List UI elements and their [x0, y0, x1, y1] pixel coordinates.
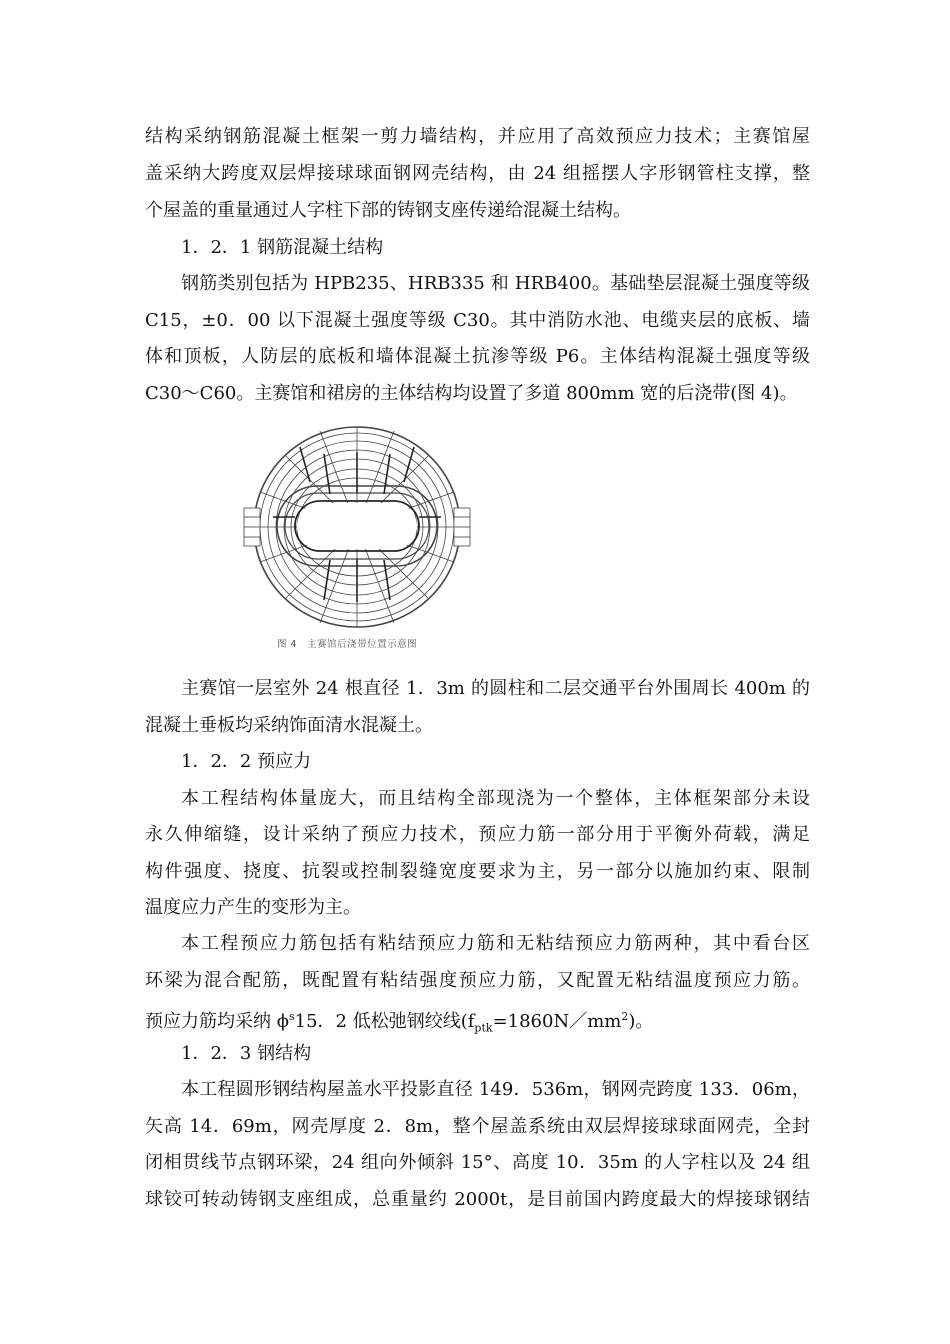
body-line: 永久伸缩缝，设计采纳了预应力技术，预应力筋一部分用于平衡外荷载，满足: [145, 824, 810, 845]
text-run: 预应力筋均采纳 ϕ: [145, 1011, 289, 1032]
body-line-prestress-strand: [145, 1005, 810, 1041]
text-run: )。: [628, 1011, 654, 1032]
body-line: 构件强度、挠度、抗裂或控制裂缝宽度要求为主，另一部分以施加约束、限制: [145, 861, 810, 882]
body-line: 体和顶板，人防层的底板和墙体混凝土抗渗等级 P6。主体结构混凝土强度等级: [145, 346, 810, 367]
body-line: 主赛馆一层室外 24 根直径 1．3m 的圆柱和二层交通平台外围周长 400m 的: [181, 678, 810, 699]
figure-caption: 图 4 主赛馆后浇带位置示意图: [277, 639, 418, 650]
section-heading-1-2-3: 1．2．3 钢结构: [181, 1043, 312, 1064]
body-line: 本工程圆形钢结构屋盖水平投影直径 149．536m，钢网壳跨度 133．06m，: [181, 1079, 810, 1100]
superscript-s: s: [289, 1010, 295, 1023]
body-line: C30～C60。主赛馆和裙房的主体结构均设置了多道 800mm 宽的后浇带(图 4)。: [145, 383, 798, 404]
body-line: 钢筋类别包括为 HPB235、HRB335 和 HRB400。基础垫层混凝土强度等级: [181, 273, 810, 294]
arena-plan-figure: [240, 422, 475, 632]
section-heading-1-2-2: 1．2．2 预应力: [181, 751, 312, 772]
body-line: 环梁为混合配筋，既配置有粘结强度预应力筋，又配置无粘结温度预应力筋。: [145, 970, 810, 991]
text-run: 15．2 低松弛钢绞线(f: [294, 1011, 475, 1032]
superscript-2: 2: [621, 1010, 629, 1023]
body-line: 本工程预应力筋包括有粘结预应力筋和无粘结预应力筋两种，其中看台区: [181, 933, 810, 954]
body-line: 个屋盖的重量通过人字柱下部的铸钢支座传递给混凝土结构。: [145, 200, 631, 221]
body-line: 矢高 14．69m，网壳厚度 2．8m，整个屋盖系统由双层焊接球球面网壳，全封: [145, 1116, 810, 1137]
body-line: 混凝土垂板均采纳饰面清水混凝土。: [145, 715, 433, 736]
text-run: =1860N／mm: [492, 1011, 622, 1032]
body-line: 闭相贯线节点钢环梁，24 组向外倾斜 15°、高度 10．35m 的人字柱以及 24 组: [145, 1152, 810, 1173]
body-line: 球铰可转动铸钢支座组成，总重量约 2000t，是目前国内跨度最大的焊接球钢结: [145, 1189, 810, 1210]
section-heading-1-2-1: 1．2．1 钢筋混凝土结构: [181, 237, 384, 258]
body-line: 本工程结构体量庞大，而且结构全部现浇为一个整体，主体框架部分未设: [181, 788, 810, 809]
body-line: 温度应力产生的变形为主。: [145, 897, 361, 918]
body-line: 结构采纳钢筋混凝土框架一剪力墙结构，并应用了高效预应力技术；主赛馆屋: [145, 126, 810, 147]
body-line: 盖采纳大跨度双层焊接球球面钢网壳结构，由 24 组摇摆人字形钢管柱支撑，整: [145, 163, 810, 184]
arena-plan-drawing: [240, 422, 475, 632]
body-line: C15，±0．00 以下混凝土强度等级 C30。其中消防水池、电缆夹层的底板、墙: [145, 310, 810, 331]
subscript-ptk: ptk: [474, 1021, 493, 1035]
